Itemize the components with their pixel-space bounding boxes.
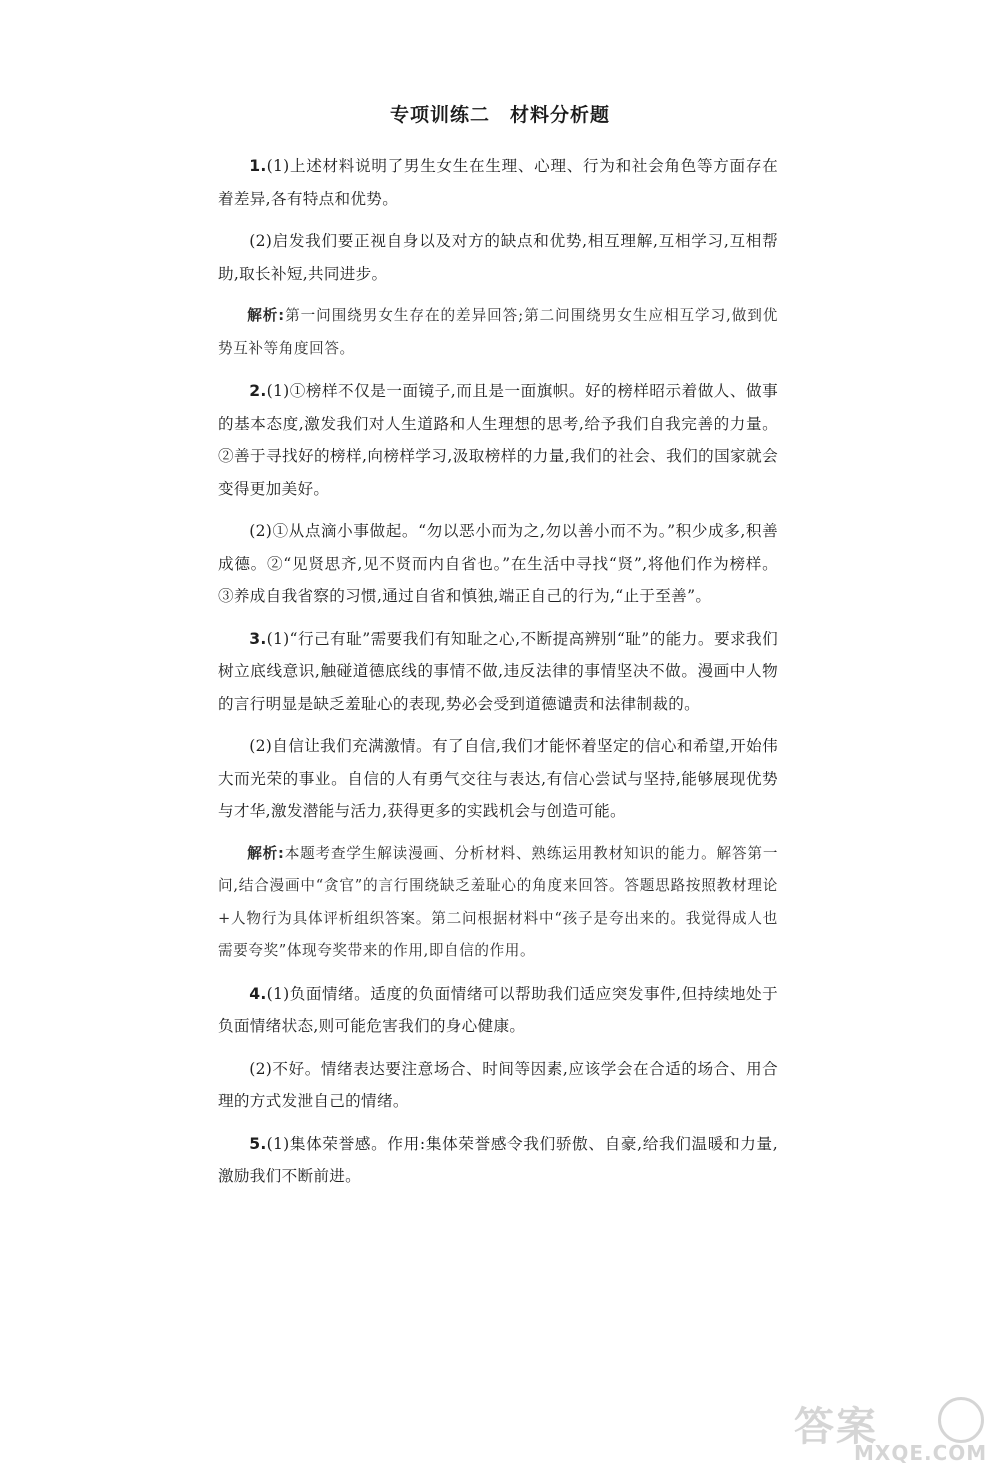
paragraph-text: (2)启发我们要正视自身以及对方的缺点和优势,相互理解,互相学习,互相帮助,取长补短,共同进步。 xyxy=(218,232,778,283)
answer-4-2 xyxy=(218,1053,778,1118)
paragraph-text: (2)不好。情绪表达要注意场合、时间等因素,应该学会在合适的场合、用合理的方式发泄自己的情绪。 xyxy=(218,1059,778,1110)
analysis-label: 解析: xyxy=(247,844,285,862)
answer-1-2 xyxy=(218,225,778,290)
answer-3-2 xyxy=(218,730,778,828)
site-watermark xyxy=(784,1395,994,1467)
watermark-text: 答案 xyxy=(794,1404,878,1450)
watermark-url: MXQE.COM xyxy=(854,1441,988,1465)
answer-content xyxy=(218,150,778,1203)
analysis-text: 第一问围绕男女生存在的差异回答;第二问围绕男女生应相互学习,做到优势互补等角度回答。 xyxy=(218,307,779,357)
question-number: 4. xyxy=(249,984,267,1003)
paragraph-text: (1)①榜样不仅是一面镜子,而且是一面旗帜。好的榜样昭示着做人、做事的基本态度,激发我们对人生道路和人生理想的思考,给予我们自我完善的力量。②善于寻找好的榜样,向榜样学习,汲取榜样的力量,我们的社会、我们的国家就会变得更加美好。 xyxy=(218,382,778,498)
answer-4-1 xyxy=(218,978,778,1043)
paragraph-text: (1)负面情绪。适度的负面情绪可以帮助我们适应突发事件,但持续地处于负面情绪状态,则可能危害我们的身心健康。 xyxy=(218,984,778,1035)
paragraph-text: (1)“行己有耻”需要我们有知耻之心,不断提高辨别“耻”的能力。要求我们树立底线意识,触碰道德底线的事情不做,违反法律的事情坚决不做。漫画中人物的言行明显是缺乏羞耻心的表现,势必会受到道德谴责和法律制裁的。 xyxy=(218,629,778,713)
analysis-1 xyxy=(218,300,778,365)
question-number: 1. xyxy=(249,157,267,175)
answer-2-2 xyxy=(218,515,778,613)
paragraph-text: (1)上述材料说明了男生女生在生理、心理、行为和社会角色等方面存在着差异,各有特点和优势。 xyxy=(218,157,778,208)
answer-5-1 xyxy=(218,1128,778,1193)
watermark-seal-icon xyxy=(938,1397,984,1443)
page-title xyxy=(0,100,1000,127)
question-number: 5. xyxy=(249,1134,267,1153)
question-number: 2. xyxy=(249,382,267,400)
answer-2-1 xyxy=(218,375,778,505)
answer-1-1 xyxy=(218,150,778,215)
paragraph-text: (2)①从点滴小事做起。“勿以恶小而为之,勿以善小而不为。”积少成多,积善成德。②“见贤思齐,见不贤而内自省也。”在生活中寻找“贤”,将他们作为榜样。③养成自我省察的习惯,通过自省和慎独,端正自己的行为,“止于至善”。 xyxy=(218,522,778,605)
paragraph-text: (1)集体荣誉感。作用:集体荣誉感令我们骄傲、自豪,给我们温暖和力量,激励我们不断前进。 xyxy=(218,1134,778,1185)
analysis-text: 本题考查学生解读漫画、分析材料、熟练运用教材知识的能力。解答第一问,结合漫画中“贪官”的言行围绕缺乏羞耻心的角度来回答。答题思路按照教材理论+人物行为具体评析组织答案。第二问根据材料中“孩子是夸出来的。我觉得成人也需要夸奖”体现夸奖带来的作用,即自信的作用。 xyxy=(218,844,779,959)
title-part-2: 材料分析题 xyxy=(510,104,611,126)
question-number: 3. xyxy=(249,629,267,648)
answer-3-1 xyxy=(218,623,778,721)
title-part-1: 专项训练二 xyxy=(389,104,490,126)
paragraph-text: (2)自信让我们充满激情。有了自信,我们才能怀着坚定的信心和希望,开始伟大而光荣的事业。自信的人有勇气交往与表达,有信心尝试与坚持,能够展现优势与才华,激发潜能与活力,获得更多的实践机会与创造可能。 xyxy=(218,737,778,820)
analysis-3 xyxy=(218,838,778,968)
analysis-label: 解析: xyxy=(247,307,285,324)
